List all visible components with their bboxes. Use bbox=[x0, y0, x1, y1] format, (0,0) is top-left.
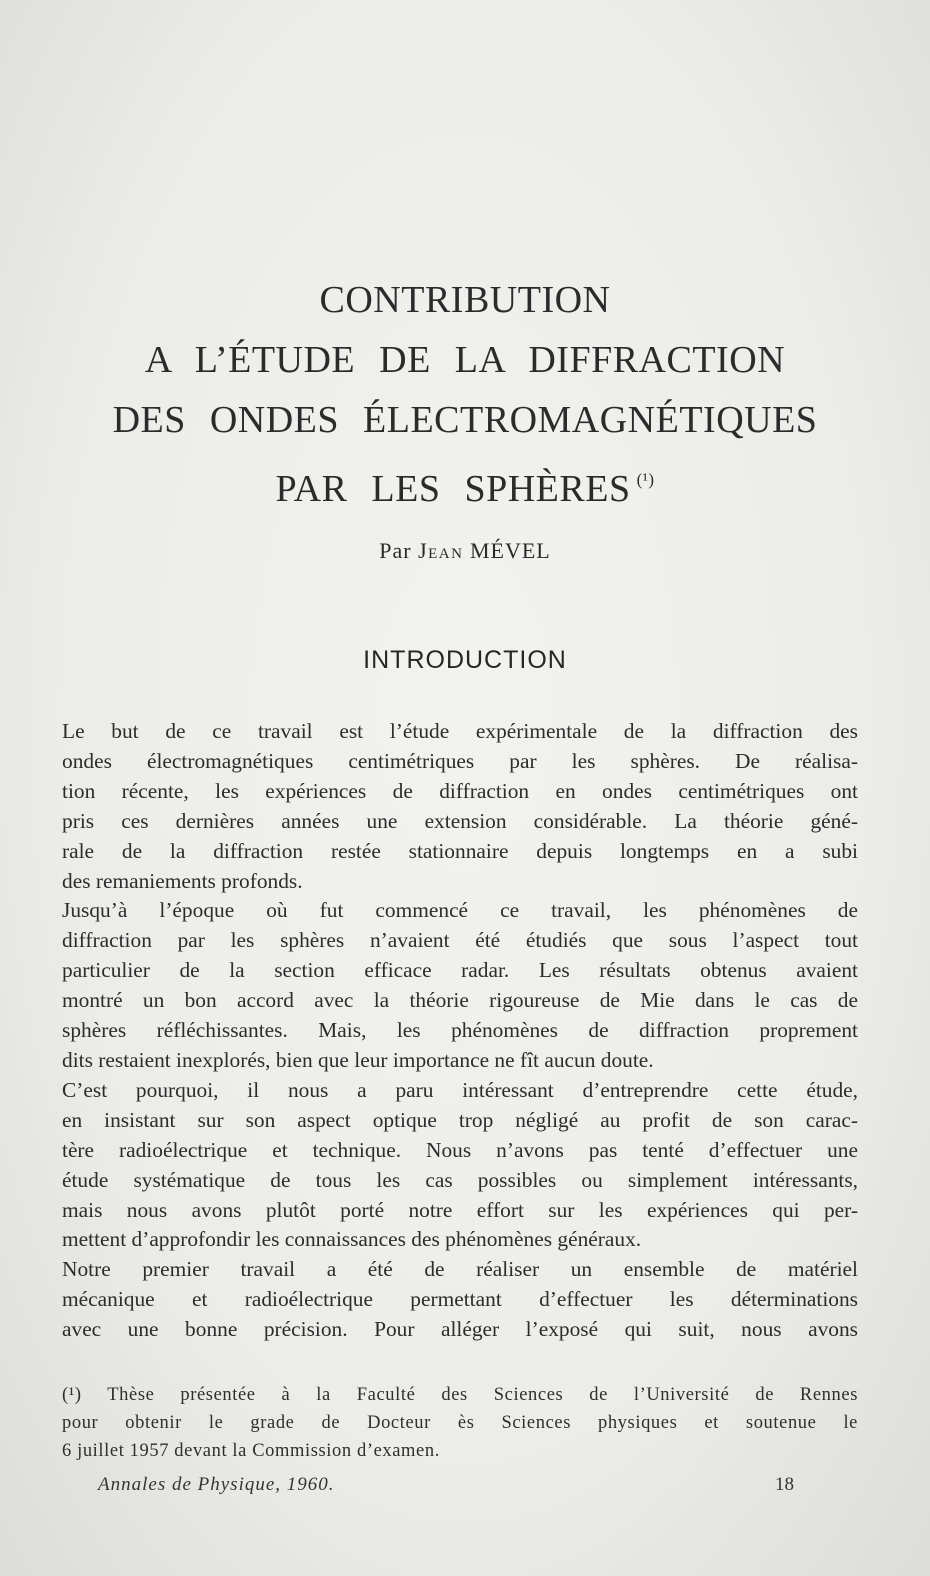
running-footer bbox=[98, 1474, 794, 1496]
author-first-name: Jean bbox=[418, 538, 464, 563]
footnote-reference[interactable]: (¹) bbox=[636, 470, 655, 489]
text-line: ondes électromagnétiques centimétriques par les sphères. De réalisa- bbox=[62, 748, 858, 773]
title-line-4 bbox=[0, 450, 930, 519]
text-line: diffraction par les sphères n’avaient été étudiés que sous l’aspect tout bbox=[62, 928, 858, 953]
journal-citation: Annales de Physique, 1960. bbox=[98, 1474, 335, 1495]
text-line: Jusqu’à l’époque où fut commencé ce travail, les phénomènes de bbox=[62, 898, 858, 923]
text-line: tion récente, les expériences de diffraction en ondes centimétriques ont bbox=[62, 778, 858, 803]
paragraph bbox=[62, 1076, 858, 1255]
text-line: tère radioélectrique et technique. Nous n’avons pas tenté d’effectuer une bbox=[62, 1137, 858, 1162]
title-line-1: CONTRIBUTION bbox=[319, 279, 611, 321]
section-heading: INTRODUCTION bbox=[363, 646, 567, 674]
text-line: rale de la diffraction restée stationnaire depuis longtemps en a subi bbox=[62, 838, 858, 863]
footnote-line: pour obtenir le grade de Docteur ès Sciences physiques et soutenue le bbox=[62, 1413, 858, 1433]
author-prefix: Par bbox=[379, 538, 412, 563]
title-line-3: DES ONDES ÉLECTROMAGNÉTIQUES bbox=[112, 399, 818, 441]
text-line: Notre premier travail a été de réaliser un ensemble de matériel bbox=[62, 1257, 858, 1282]
text-line: Le but de ce travail est l’étude expérimentale de la diffraction des bbox=[62, 719, 858, 743]
paragraph bbox=[62, 717, 858, 896]
text-line: montré un bon accord avec la théorie rigoureuse de Mie dans le cas de bbox=[62, 988, 858, 1013]
footnote-line: 6 juillet 1957 devant la Commission d’examen. bbox=[62, 1441, 440, 1461]
author-byline bbox=[0, 538, 930, 564]
text-line: mettent d’approfondir les connaissances des phénomènes généraux. bbox=[62, 1227, 642, 1252]
body-text bbox=[62, 717, 858, 1345]
page-number: 18 bbox=[775, 1474, 794, 1495]
text-line: mécanique et radioélectrique permettant d’effectuer les déterminations bbox=[62, 1287, 858, 1312]
title-line-4-text: PAR LES SPHÈRES bbox=[275, 468, 631, 510]
text-line: C’est pourquoi, il nous a paru intéressant d’entreprendre cette étude, bbox=[62, 1077, 858, 1102]
footnote bbox=[62, 1381, 858, 1465]
text-line: dits restaient inexplorés, bien que leur importance ne fît aucun doute. bbox=[62, 1047, 654, 1072]
footnote-line: (¹) Thèse présentée à la Faculté des Sciences de l’Université de Rennes bbox=[62, 1385, 858, 1405]
text-line: mais nous avons plutôt porté notre effort sur les expériences qui per- bbox=[62, 1197, 858, 1222]
text-line: avec une bonne précision. Pour alléger l’exposé qui suit, nous avons bbox=[62, 1317, 858, 1342]
text-line: étude systématique de tous les cas possibles ou simplement intéressants, bbox=[62, 1167, 858, 1192]
text-line: en insistant sur son aspect optique trop négligé au profit de son carac- bbox=[62, 1107, 858, 1132]
paragraph bbox=[62, 896, 858, 1075]
text-line: particulier de la section efficace radar. Les résultats obtenus avaient bbox=[62, 958, 858, 983]
author-last-name: MÉVEL bbox=[469, 538, 551, 563]
text-line: pris ces dernières années une extension considérable. La théorie géné- bbox=[62, 808, 858, 833]
article-title bbox=[0, 270, 930, 519]
text-line: sphères réfléchissantes. Mais, les phénomènes de diffraction proprement bbox=[62, 1018, 858, 1043]
title-line-2: A L’ÉTUDE DE LA DIFFRACTION bbox=[144, 339, 786, 381]
paragraph bbox=[62, 1255, 858, 1345]
text-line: des remaniements profonds. bbox=[62, 868, 303, 893]
